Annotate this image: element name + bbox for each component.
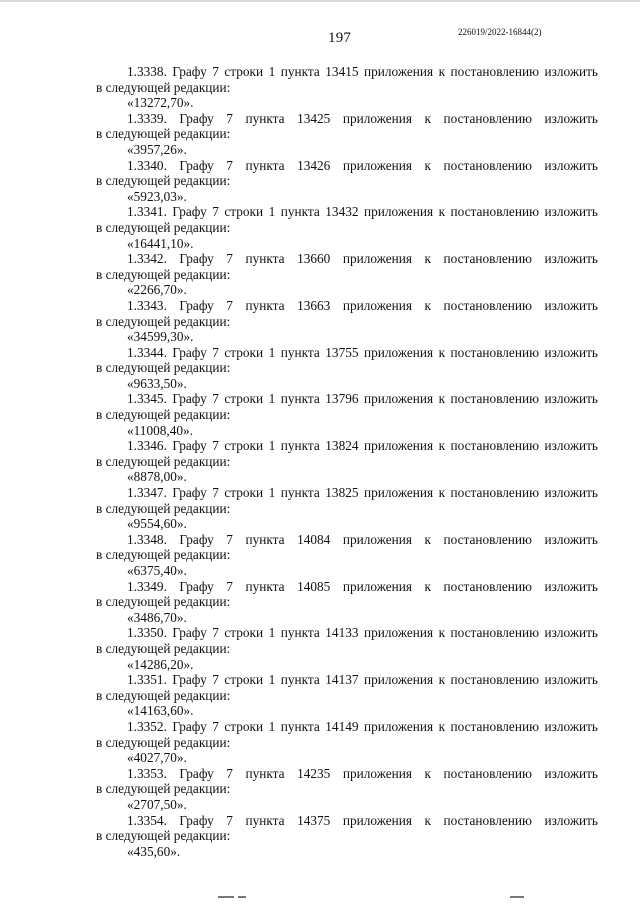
amendment-item [96,111,598,158]
item-continuation-text: в следующей редакции: [96,734,231,750]
amendment-list [96,64,598,859]
item-heading-text: 1.3347. Графу 7 строки 1 пункта 13825 приложения к постановлению изложить [127,485,598,501]
item-continuation-text: в следующей редакции: [96,781,231,797]
item-heading-text: 1.3339. Графу 7 пункта 13425 приложения к постановлению изложить [127,110,598,126]
item-new-value: «3486,70». [127,609,187,625]
item-heading-text: 1.3353. Графу 7 пункта 14235 приложения к постановлению изложить [127,765,598,781]
item-heading-text: 1.3343. Графу 7 пункта 13663 приложения к постановлению изложить [127,297,598,313]
item-heading-text: 1.3344. Графу 7 строки 1 пункта 13755 приложения к постановлению изложить [127,344,598,360]
amendment-item [96,204,598,251]
amendment-item [96,579,598,626]
item-heading-text: 1.3345. Графу 7 строки 1 пункта 13796 приложения к постановлению изложить [127,391,598,407]
item-continuation-text: в следующей редакции: [96,453,231,469]
item-continuation-text: в следующей редакции: [96,500,231,516]
item-new-value: «2266,70». [127,282,187,298]
item-new-value: «9554,60». [127,516,187,532]
item-continuation-text: в следующей редакции: [96,828,231,844]
item-heading-text: 1.3348. Графу 7 пункта 14084 приложения к постановлению изложить [127,531,598,547]
item-new-value: «5923,03». [127,188,187,204]
amendment-item [96,158,598,205]
item-heading-text: 1.3346. Графу 7 строки 1 пункта 13824 приложения к постановлению изложить [127,438,598,454]
item-continuation-text: в следующей редакции: [96,640,231,656]
item-continuation-text: в следующей редакции: [96,547,231,563]
item-continuation-text: в следующей редакции: [96,266,231,282]
item-new-value: «435,60». [127,843,181,859]
item-new-value: «8878,00». [127,469,187,485]
item-new-value: «4027,70». [127,750,187,766]
item-new-value: «11008,40». [127,422,193,438]
amendment-item [96,485,598,532]
item-heading-text: 1.3340. Графу 7 пункта 13426 приложения к постановлению изложить [127,157,598,173]
item-continuation-text: в следующей редакции: [96,173,231,189]
amendment-item [96,813,598,860]
item-heading-text: 1.3341. Графу 7 строки 1 пункта 13432 приложения к постановлению изложить [127,204,598,220]
item-continuation-text: в следующей редакции: [96,313,231,329]
item-new-value: «2707,50». [127,796,187,812]
top-rule [0,0,640,2]
amendment-item [96,298,598,345]
item-heading-text: 1.3349. Графу 7 пункта 14085 приложения к постановлению изложить [127,578,598,594]
item-heading-text: 1.3350. Графу 7 строки 1 пункта 14133 приложения к постановлению изложить [127,625,598,641]
amendment-item [96,251,598,298]
item-heading-text: 1.3354. Графу 7 пункта 14375 приложения к постановлению изложить [127,812,598,828]
item-continuation-text: в следующей редакции: [96,360,231,376]
scan-mark [238,896,246,898]
item-continuation-text: в следующей редакции: [96,687,231,703]
document-code: 226019/2022-16844(2) [458,27,542,37]
amendment-item [96,719,598,766]
amendment-item [96,672,598,719]
item-heading-text: 1.3338. Графу 7 строки 1 пункта 13415 приложения к постановлению изложить [127,64,598,79]
amendment-item [96,438,598,485]
item-heading-text: 1.3351. Графу 7 строки 1 пункта 14137 приложения к постановлению изложить [127,672,598,688]
scan-mark [510,896,524,898]
item-new-value: «13272,70». [127,95,194,111]
item-new-value: «14163,60». [127,703,194,719]
item-new-value: «6375,40». [127,563,187,578]
item-continuation-text: в следующей редакции: [96,407,231,423]
item-new-value: «9633,50». [127,375,187,391]
item-heading-text: 1.3352. Графу 7 строки 1 пункта 14149 приложения к постановлению изложить [127,718,598,734]
amendment-item [96,625,598,672]
item-continuation-text: в следующей редакции: [96,126,231,142]
item-heading-text: 1.3342. Графу 7 пункта 13660 приложения к постановлению изложить [127,251,598,267]
amendment-item [96,345,598,392]
item-continuation-text: в следующей редакции: [96,79,231,95]
item-new-value: «14286,20». [127,656,194,672]
item-new-value: «3957,26». [127,141,187,157]
item-continuation-text: в следующей редакции: [96,219,231,235]
amendment-item [96,532,598,579]
item-continuation-text: в следующей редакции: [96,594,231,610]
item-new-value: «16441,10». [127,235,194,251]
amendment-item [96,64,598,111]
item-new-value: «34599,30». [127,329,194,345]
page-number: 197 [328,30,352,46]
amendment-item [96,391,598,438]
scan-mark [218,896,234,898]
amendment-item [96,766,598,813]
bottom-scan-marks [0,896,640,905]
